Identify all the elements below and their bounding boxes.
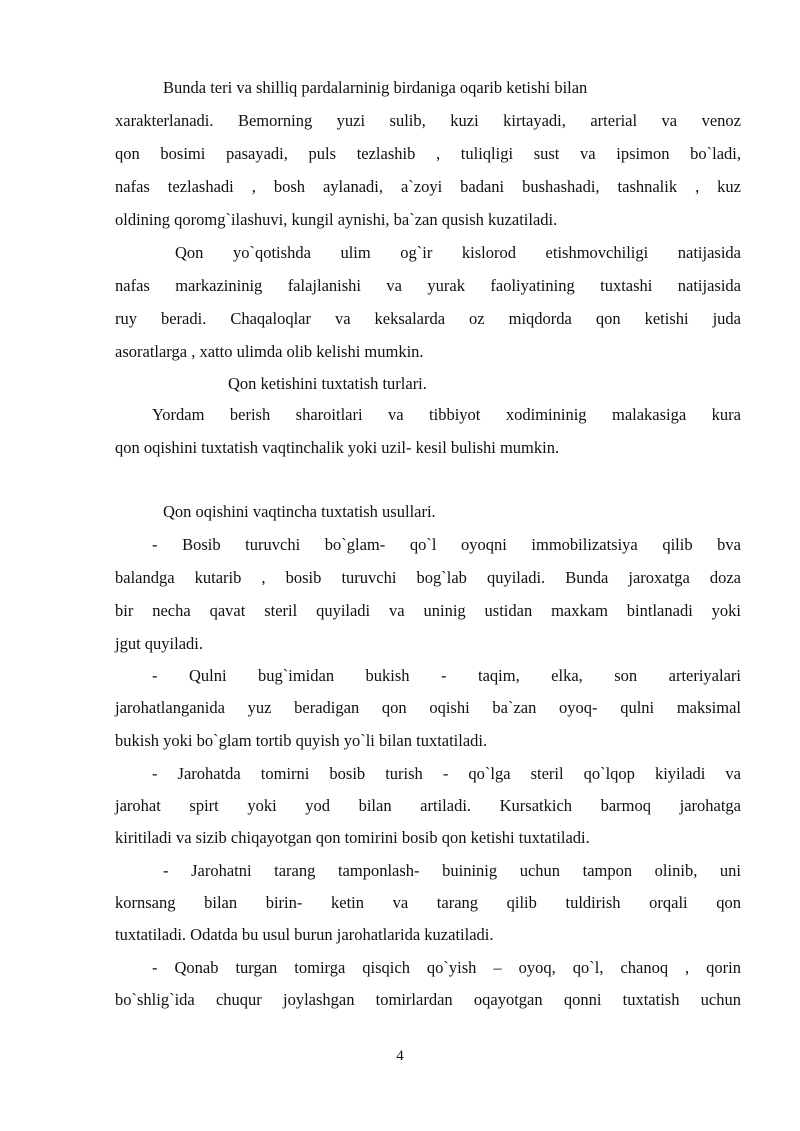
text-line: kiritiladi va sizib chiqayotgan qon tomirini bosib qon ketishi tuxtatiladi. (115, 828, 590, 847)
section-heading: Qon ketishini tuxtatish turlari. (228, 374, 427, 393)
text-line: bo`shlig`ida chuqur joylashgan tomirlardan oqayotgan qonni tuxtatish uchun (115, 990, 741, 1009)
text-line: nafas markazininig falajlanishi va yurak faoliyatining tuxtashi natijasida (115, 276, 741, 295)
text-line: jgut quyiladi. (115, 634, 203, 653)
text-line: ruy beradi. Chaqaloqlar va keksalarda oz miqdorda qon ketishi juda (115, 309, 741, 328)
text-line: bir necha qavat steril quyiladi va uninig ustidan maxkam bintlanadi yoki (115, 601, 741, 620)
text-line: tuxtatiladi. Odatda bu usul burun jarohatlarida kuzatiladi. (115, 925, 494, 944)
text-line: Yordam berish sharoitlari va tibbiyot xodimininig malakasiga kura (152, 405, 741, 424)
text-line: qon bosimi pasayadi, puls tezlashib , tuliqligi sust va ipsimon bo`ladi, (115, 144, 741, 163)
page-number: 4 (396, 1048, 404, 1064)
text-line: - Bosib turuvchi bo`glam- qo`l oyoqni immobilizatsiya qilib bva (152, 535, 741, 554)
text-line: bukish yoki bo`glam tortib quyish yo`li bilan tuxtatiladi. (115, 731, 488, 750)
text-line: qon oqishini tuxtatish vaqtinchalik yoki uzil- kesil bulishi mumkin. (115, 438, 560, 457)
text-line: Qon yo`qotishda ulim og`ir kislorod etishmovchiligi natijasida (175, 243, 741, 262)
text-line: jarohatlanganida yuz beradigan qon oqishi ba`zan oyoq- qulni maksimal (115, 698, 741, 717)
text-line: Bunda teri va shilliq pardalarninig birdaniga oqarib ketishi bilan (163, 78, 588, 97)
text-line: kornsang bilan birin- ketin va tarang qilib tuldirish orqali qon (115, 893, 741, 912)
section-heading: Qon oqishini vaqtincha tuxtatish usullari. (163, 502, 436, 521)
text-line: balandga kutarib , bosib turuvchi bog`lab quyiladi. Bunda jaroxatga doza (115, 568, 741, 587)
text-line: nafas tezlashadi , bosh aylanadi, a`zoyi badani bushashadi, tashnalik , kuz (115, 177, 741, 196)
text-line: - Jarohatni tarang tamponlash- buininig uchun tampon olinib, uni (163, 861, 741, 880)
text-line: xarakterlanadi. Bemorning yuzi sulib, kuzi kirtayadi, arterial va venoz (115, 111, 741, 130)
text-line: asoratlarga , xatto ulimda olib kelishi mumkin. (115, 342, 424, 361)
text-line: - Qonab turgan tomirga qisqich qo`yish – oyoq, qo`l, chanoq , qorin (152, 958, 741, 977)
text-line: jarohat spirt yoki yod bilan artiladi. Kursatkich barmoq jarohatga (115, 796, 741, 815)
text-line: oldining qoromg`ilashuvi, kungil aynishi, ba`zan qusish kuzatiladi. (115, 210, 558, 229)
text-line: - Jarohatda tomirni bosib turish - qo`lga steril qo`lqop kiyiladi va (152, 764, 741, 783)
text-line: - Qulni bug`imidan bukish - taqim, elka, son arteriyalari (152, 666, 741, 685)
